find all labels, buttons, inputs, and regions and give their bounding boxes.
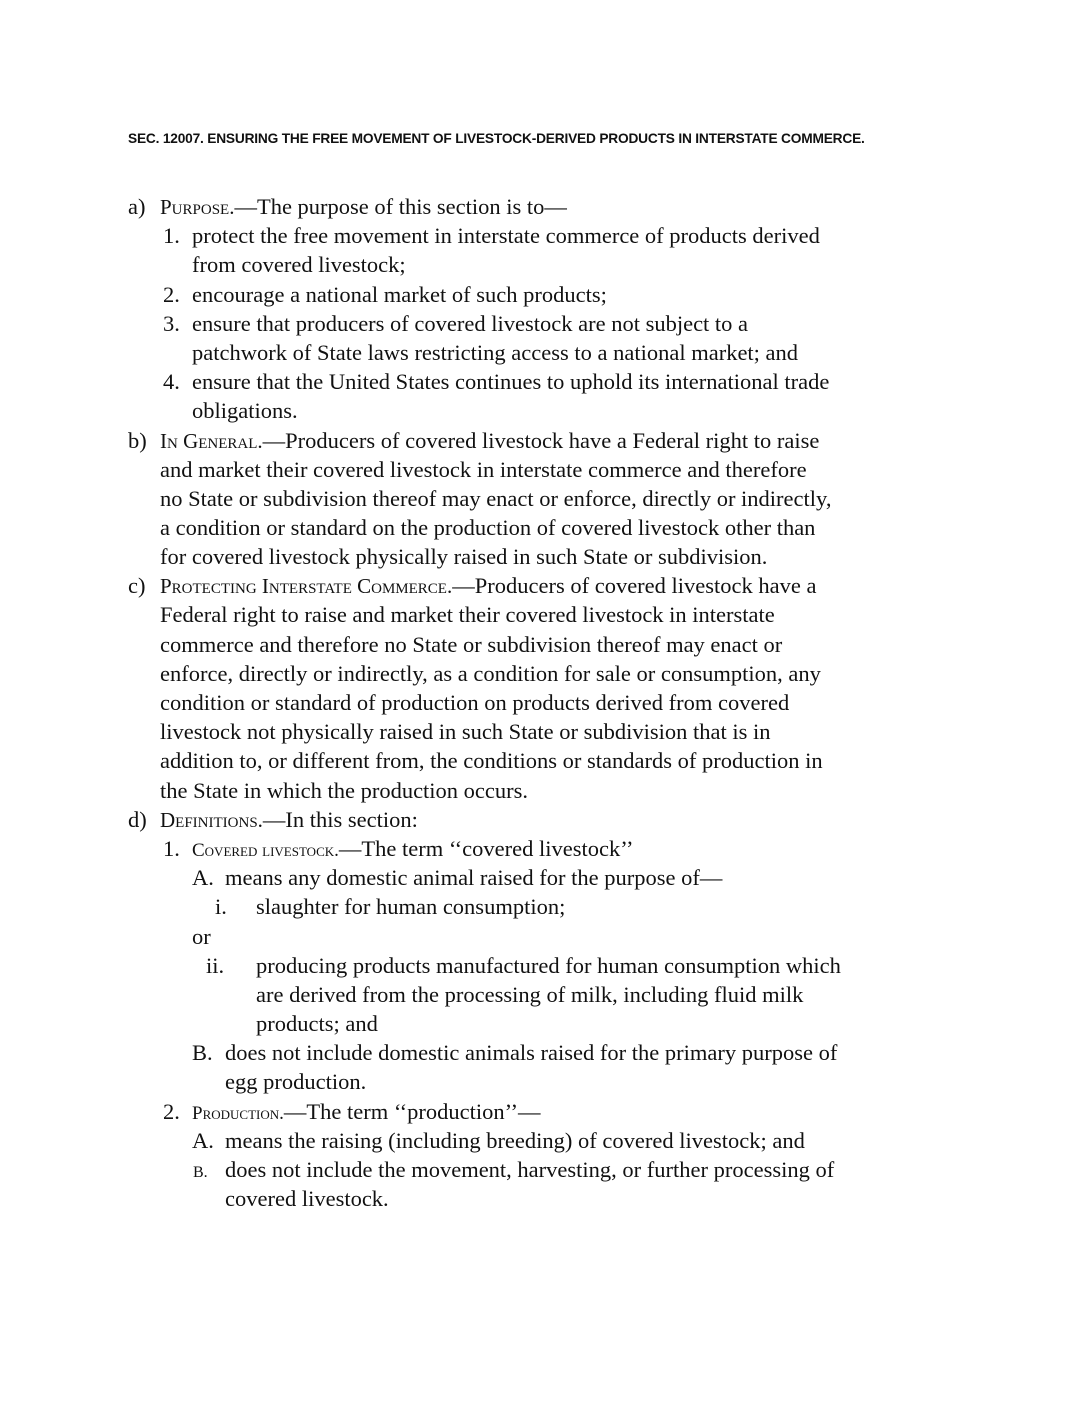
subsection-marker: d) bbox=[128, 807, 147, 832]
subclause-text-line: slaughter for human consumption; bbox=[256, 894, 566, 919]
subsection-text-line: a condition or standard on the production of covered livestock other than bbox=[160, 515, 816, 540]
subsection-text-line: Federal right to raise and market their covered livestock in interstate bbox=[160, 602, 775, 627]
subclause-marker: i. bbox=[215, 894, 227, 919]
item-text-line: obligations. bbox=[192, 398, 298, 423]
subsection-text-line: no State or subdivision thereof may enact or enforce, directly or indirectly, bbox=[160, 486, 832, 511]
subsection-heading-line bbox=[160, 571, 816, 601]
clause-marker: B. bbox=[193, 1164, 208, 1181]
subsection-text-line: for covered livestock physically raised in such State or subdivision. bbox=[160, 544, 768, 569]
subclause-text-line: producing products manufactured for human consumption which bbox=[256, 953, 841, 978]
subsection-text: —Producers of covered livestock have a bbox=[452, 573, 817, 598]
clause-text-line: egg production. bbox=[225, 1069, 367, 1094]
definition-intro: —The term ‘‘production’’— bbox=[283, 1099, 541, 1124]
definition-marker: 1. bbox=[163, 836, 180, 861]
item-marker: 2. bbox=[163, 282, 180, 307]
subsection-intro: —In this section: bbox=[262, 807, 418, 832]
definition-marker: 2. bbox=[163, 1099, 180, 1124]
section-heading: SEC. 12007. ENSURING THE FREE MOVEMENT OF LIVESTOCK-DERIVED PRODUCTS IN INTERSTATE COMMERCE. bbox=[128, 130, 865, 146]
subsection-text-line: commerce and therefore no State or subdivision thereof may enact or bbox=[160, 632, 783, 657]
subsection-text-line: livestock not physically raised in such State or subdivision that is in bbox=[160, 719, 771, 744]
item-marker: 1. bbox=[163, 223, 180, 248]
definition-heading-line bbox=[192, 1097, 540, 1128]
subsection-intro: —The purpose of this section is to— bbox=[234, 194, 567, 219]
subsection-title: In General. bbox=[160, 429, 263, 453]
definition-title: Production. bbox=[192, 1103, 284, 1124]
definition-heading-line bbox=[192, 834, 634, 865]
subclause-text-line: products; and bbox=[256, 1011, 378, 1036]
subsection-text-line: enforce, directly or indirectly, as a condition for sale or consumption, any bbox=[160, 661, 821, 686]
item-marker: 3. bbox=[163, 311, 180, 336]
subsection-marker: c) bbox=[128, 573, 146, 598]
clause-text-line: does not include the movement, harvesting, or further processing of bbox=[225, 1157, 835, 1182]
clause-marker: B. bbox=[192, 1040, 213, 1065]
subsection-text-line: the State in which the production occurs. bbox=[160, 778, 529, 803]
item-text-line: protect the free movement in interstate commerce of products derived bbox=[192, 223, 820, 248]
subclause-marker: ii. bbox=[206, 953, 225, 978]
definition-title: Covered livestock. bbox=[192, 840, 339, 861]
subsection-title: Purpose. bbox=[160, 195, 235, 219]
clause-text-line: means any domestic animal raised for the purpose of— bbox=[225, 865, 723, 890]
subsection-marker: b) bbox=[128, 428, 147, 453]
subsection-heading-line bbox=[160, 192, 567, 222]
clause-marker: A. bbox=[192, 865, 214, 890]
subsection-text-line: condition or standard of production on products derived from covered bbox=[160, 690, 790, 715]
subsection-text-line: and market their covered livestock in interstate commerce and therefore bbox=[160, 457, 807, 482]
subsection-heading-line bbox=[160, 426, 819, 456]
subsection-title: Definitions. bbox=[160, 808, 263, 832]
connector-text: or bbox=[192, 924, 211, 949]
subsection-text-line: addition to, or different from, the conditions or standards of production in bbox=[160, 748, 823, 773]
item-text-line: encourage a national market of such products; bbox=[192, 282, 607, 307]
clause-text-line: means the raising (including breeding) of covered livestock; and bbox=[225, 1128, 805, 1153]
clause-text-line: does not include domestic animals raised for the primary purpose of bbox=[225, 1040, 838, 1065]
item-text-line: from covered livestock; bbox=[192, 252, 406, 277]
subsection-marker: a) bbox=[128, 194, 146, 219]
item-text-line: ensure that producers of covered livestock are not subject to a bbox=[192, 311, 749, 336]
clause-text-line: covered livestock. bbox=[225, 1186, 389, 1211]
clause-marker: A. bbox=[192, 1128, 214, 1153]
subsection-text: —Producers of covered livestock have a Federal right to raise bbox=[262, 428, 820, 453]
item-marker: 4. bbox=[163, 369, 180, 394]
item-text-line: patchwork of State laws restricting access to a national market; and bbox=[192, 340, 799, 365]
definition-intro: —The term ‘‘covered livestock’’ bbox=[338, 836, 634, 861]
subsection-title: Protecting Interstate Commerce. bbox=[160, 574, 453, 598]
item-text-line: ensure that the United States continues to uphold its international trade bbox=[192, 369, 830, 394]
subclause-text-line: are derived from the processing of milk, including fluid milk bbox=[256, 982, 804, 1007]
subsection-heading-line bbox=[160, 805, 418, 835]
